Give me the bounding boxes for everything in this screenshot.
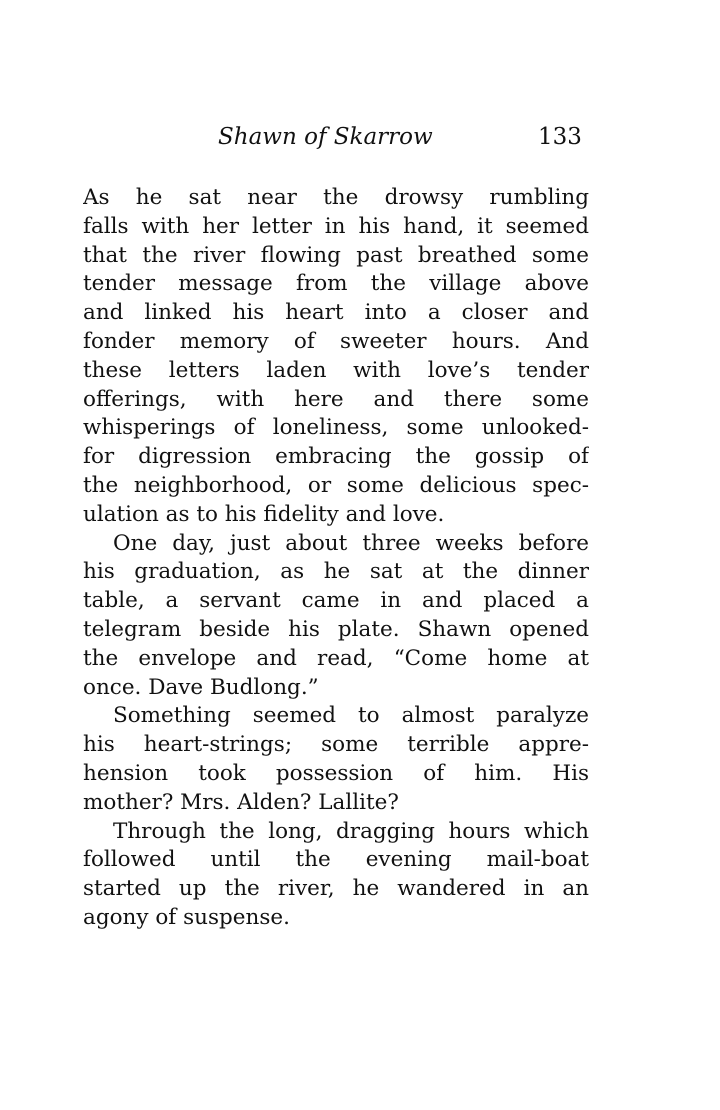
page-number: 133 [538, 124, 582, 150]
text-line: agony of suspense. [83, 904, 290, 930]
text-line: One day, just about three weeks before [113, 530, 589, 556]
text-line: the envelope and read, “Come home at [83, 645, 589, 671]
text-line: falls with her letter in his hand, it seemed [83, 213, 589, 239]
text-line: table, a servant came in and placed a [83, 588, 589, 614]
text-line: whisperings of loneliness, some unlooked- [83, 415, 589, 441]
text-line: telegram beside his plate. Shawn opened [83, 616, 589, 642]
text-line: followed until the evening mail-boat [83, 847, 589, 873]
body-text [83, 184, 589, 933]
text-line: the neighborhood, or some delicious spec- [83, 472, 589, 498]
running-head [0, 120, 720, 154]
text-line: hension took possession of him. His [83, 760, 589, 786]
text-line: started up the river, he wandered in an [83, 876, 589, 902]
running-head-title: Shawn of Skarrow [218, 124, 433, 150]
text-line: Something seemed to almost paralyze [113, 703, 589, 729]
text-line: and linked his heart into a closer and [83, 300, 589, 326]
text-line: for digression embracing the gossip of [83, 444, 589, 470]
text-line: fonder memory of sweeter hours. And [83, 328, 589, 354]
text-line: offerings, with here and there some [83, 386, 589, 412]
text-line: ulation as to his fidelity and love. [83, 501, 445, 527]
text-line: these letters laden with love’s tender [83, 357, 589, 383]
text-line: his heart-strings; some terrible appre- [83, 732, 589, 758]
text-line: Through the long, dragging hours which [113, 818, 589, 844]
text-line: mother? Mrs. Alden? Lallite? [83, 789, 399, 815]
text-line: once. Dave Budlong.” [83, 674, 319, 700]
text-line: that the river flowing past breathed some [83, 242, 589, 268]
text-line: his graduation, as he sat at the dinner [83, 559, 589, 585]
text-line: As he sat near the drowsy rumbling [83, 185, 589, 210]
text-line: tender message from the village above [83, 271, 589, 297]
